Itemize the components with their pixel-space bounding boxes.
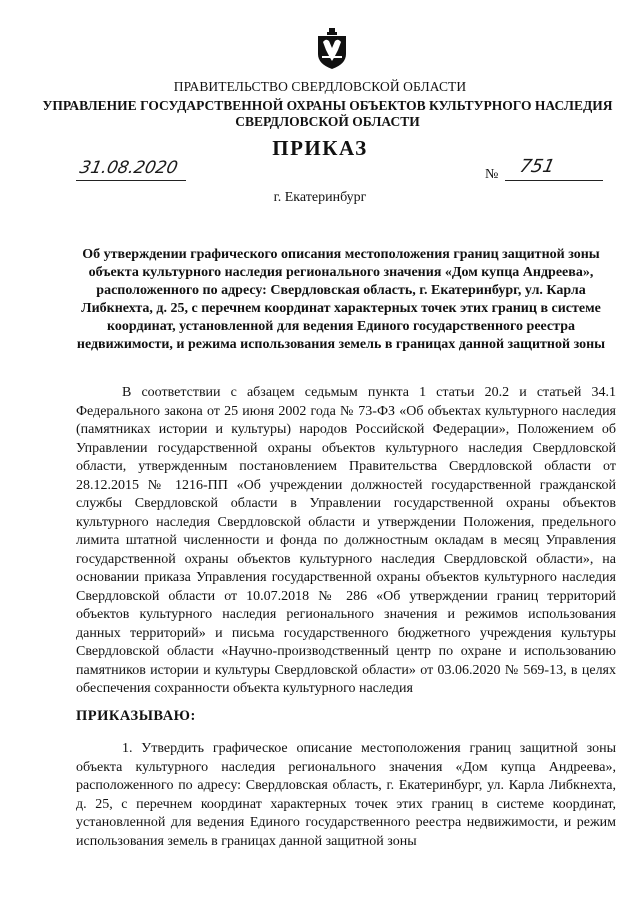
handwritten-number: 751	[517, 156, 557, 177]
government-name: ПРАВИТЕЛЬСТВО СВЕРДЛОВСКОЙ ОБЛАСТИ	[173, 79, 467, 94]
city-name: г. Екатеринбург	[273, 190, 367, 205]
number-label: №	[485, 167, 499, 182]
number-underline	[505, 180, 603, 181]
department-name: УПРАВЛЕНИЕ ГОСУДАРСТВЕННОЙ ОХРАНЫ ОБЪЕКТОВ КУЛЬТУРНОГО НАСЛЕДИЯ СВЕРДЛОВСКОЙ ОБЛАСТИ	[42, 98, 613, 129]
handwritten-date: 31.08.2020	[77, 158, 180, 178]
order-subject: Об утверждении графического описания местоположения границ защитной зоны объекта культурного наследия регионального значения «Дом купца Андреева», расположенного по адресу: Свердловская область, г. Екатеринбург, ул. Карла Либкнехта, д. 25, с перечнем координат характерных точек этих границ в системе координат, установленной для ведения Единого государственного реестра недвижимости, и режима использования земель в границах данной защитной зоны	[76, 247, 606, 352]
preamble-paragraph: В соответствии с абзацем седьмым пункта 1 статьи 20.2 и статьей 34.1 Федерального закона от 25 июня 2002 года № 73-ФЗ «Об объектах культурного наследия (памятниках истории и культуры) народов Российской Федерации», Положением об Управлении государственной охраны объектов культурного наследия Свердловской области, утвержденным постановлением Правительства Свердловской области от 28.12.2015 № 1216-ПП «Об учреждении должностей государственной гражданской службы Свердловской области в Управлении государственной охраны объектов культурного наследия Свердловской области и утверждении Положения, предельного лимита штатной численности и фонда по должностным окладам в месяц Управления государственной охраны объектов культурного наследия Свердловской области», на основании приказа Управления государственной охраны объектов культурного наследия Свердловской области от 10.07.2018 № 286 «Об утверждении границ территорий объектов культурного наследия регионального значения и режимов использования данных территорий» и письма государственного бюджетного учреждения культуры Свердловской области «Научно-производственный центр по охране и использованию памятников истории и культуры Свердловской области» от 03.06.2020 № 569-13, в целях обеспечения сохранности объекта культурного наследия	[76, 385, 616, 696]
order-item-1: 1. Утвердить графическое описание местоположения границ защитной зоны объекта культурного наследия регионального значения «Дом купца Андреева», расположенного по адресу: Свердловская область, г. Екатеринбург, ул. Карла Либкнехта, д. 25, с перечнем координат характерных точек этих границ в системе координат, установленной для ведения Единого государственного реестра недвижимости, и режим использования земель в границах данной защитной зоны	[76, 741, 616, 849]
document-type-title: ПРИКАЗ	[272, 136, 368, 160]
order-word: ПРИКАЗЫВАЮ:	[76, 708, 196, 724]
sverdlovsk-coat-of-arms-icon	[316, 28, 348, 70]
date-underline	[76, 180, 186, 181]
